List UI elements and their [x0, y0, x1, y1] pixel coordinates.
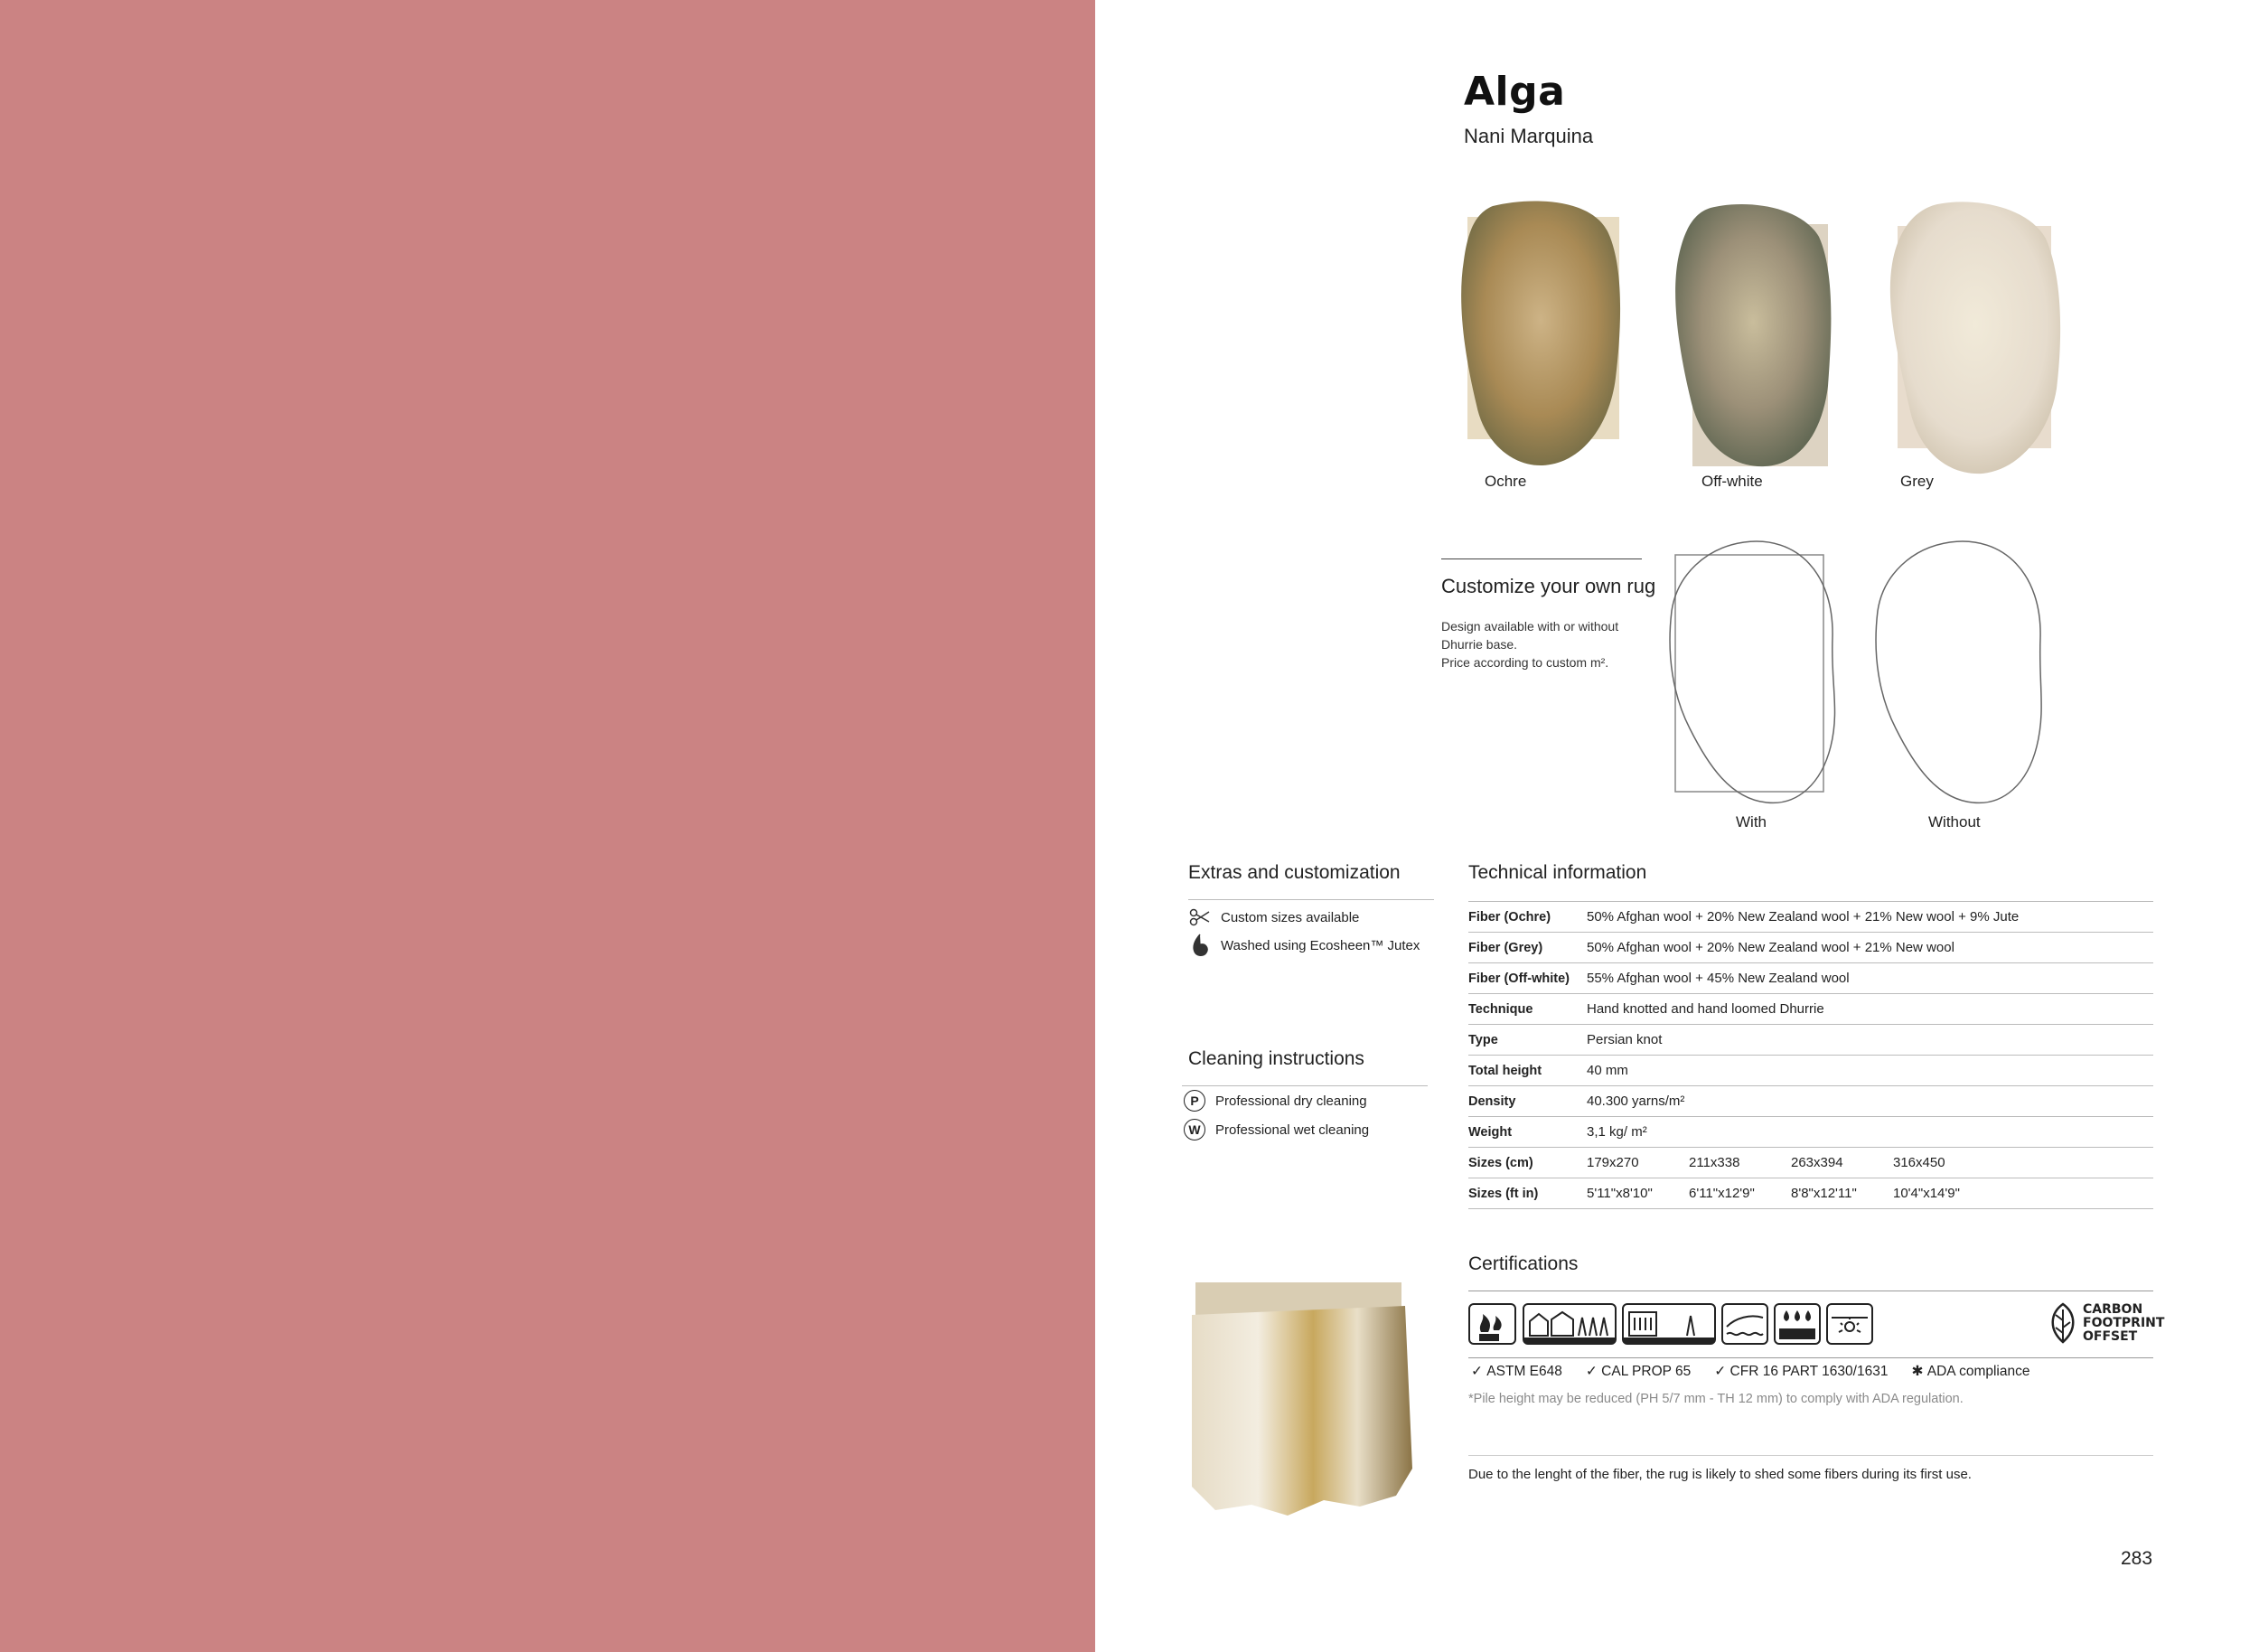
swatch-label-off-white: Off-white	[1701, 473, 1763, 490]
shedding-divider	[1468, 1455, 2153, 1456]
customize-description	[1441, 617, 1658, 671]
check-icon: ✓	[1471, 1364, 1487, 1379]
swatch-image-off-white[interactable]	[1665, 201, 1837, 472]
fire-rating-icon	[1468, 1303, 1516, 1345]
size-cm: 263x394	[1791, 1155, 1843, 1170]
designer-name: Nani Marquina	[1464, 125, 1594, 147]
light-fastness-icon	[1826, 1303, 1873, 1345]
certification-list	[1471, 1363, 2053, 1380]
cert-item	[1911, 1363, 2029, 1380]
tech-value: 40 mm	[1587, 1056, 2153, 1086]
table-row	[1468, 994, 2153, 1025]
customize-line-1: Design available with or without	[1441, 619, 1619, 634]
cleaning-title: Cleaning instructions	[1188, 1048, 1364, 1069]
tech-key: Type	[1468, 1025, 1587, 1056]
outline-without-base[interactable]	[1869, 539, 2049, 810]
tech-value: 40.300 yarns/m²	[1587, 1086, 2153, 1117]
page-number: 283	[2121, 1548, 2153, 1569]
carbon-offset-badge	[2047, 1302, 2164, 1344]
table-row	[1468, 963, 2153, 994]
check-icon: ✓	[1585, 1364, 1602, 1379]
cert-label: CFR 16 PART 1630/1631	[1729, 1363, 1889, 1379]
customize-title: Customize your own rug	[1441, 575, 1656, 597]
tech-value	[1587, 1148, 2153, 1178]
table-row	[1468, 1178, 2153, 1209]
cert-item	[1471, 1363, 1562, 1380]
tech-key: Technique	[1468, 994, 1587, 1025]
tech-value: Hand knotted and hand loomed Dhurrie	[1587, 994, 2153, 1025]
cleaning-item	[1183, 1089, 1367, 1112]
size-cm: 211x338	[1689, 1155, 1740, 1170]
table-row	[1468, 902, 2153, 933]
wet-cleaning-icon: W	[1184, 1119, 1205, 1140]
extra-item-label: Washed using Ecosheen™ Jutex	[1221, 937, 1420, 953]
fiber-sample-image	[1179, 1279, 1423, 1527]
tech-value	[1587, 1178, 2153, 1209]
cleaning-item-label: Professional dry cleaning	[1215, 1093, 1367, 1109]
carbon-line: CARBON	[2083, 1301, 2143, 1317]
technical-table	[1468, 901, 2153, 1209]
cert-item	[1586, 1363, 1691, 1380]
option-label-without: Without	[1928, 813, 1981, 831]
ada-note: *Pile height may be reduced (PH 5/7 mm - TH 12 mm) to comply with ADA regulation.	[1468, 1392, 1964, 1406]
table-row	[1468, 1025, 2153, 1056]
cleaning-divider	[1182, 1085, 1428, 1086]
size-cm: 179x270	[1587, 1155, 1639, 1170]
table-row	[1468, 1148, 2153, 1178]
tech-value: 50% Afghan wool + 20% New Zealand wool + 21% New wool + 9% Jute	[1587, 902, 2153, 933]
certifications-title: Certifications	[1468, 1253, 1579, 1274]
cleaning-item	[1183, 1118, 1369, 1141]
tech-value: 3,1 kg/ m²	[1587, 1117, 2153, 1148]
color-panel	[0, 0, 1095, 1652]
carbon-line: FOOTPRINT	[2083, 1315, 2165, 1330]
dry-cleaning-icon: P	[1184, 1090, 1205, 1112]
swatch-label-grey: Grey	[1900, 473, 1934, 490]
tech-value: Persian knot	[1587, 1025, 2153, 1056]
product-title: Alga	[1464, 69, 1566, 115]
asterisk-icon: ✱	[1911, 1364, 1927, 1379]
tech-key: Density	[1468, 1086, 1587, 1117]
customize-divider	[1441, 558, 1642, 559]
table-row	[1468, 1117, 2153, 1148]
underfloor-heating-icon	[1721, 1303, 1768, 1345]
extras-title: Extras and customization	[1188, 862, 1401, 883]
tech-key: Sizes (cm)	[1468, 1148, 1587, 1178]
size-cm: 316x450	[1893, 1155, 1945, 1170]
leaf-icon	[2047, 1302, 2079, 1344]
customize-line-3: Price according to custom m².	[1441, 655, 1609, 670]
size-ft: 10'4"x14'9"	[1893, 1186, 1960, 1201]
extras-divider	[1188, 899, 1434, 900]
extra-item	[1188, 934, 1420, 957]
ecosheen-icon	[1188, 934, 1212, 957]
residential-use-icon	[1523, 1303, 1617, 1345]
cert-item	[1714, 1363, 1888, 1380]
size-ft: 6'11"x12'9"	[1689, 1186, 1755, 1201]
table-row	[1468, 1056, 2153, 1086]
technical-title: Technical information	[1468, 862, 1647, 883]
tech-key: Sizes (ft in)	[1468, 1178, 1587, 1209]
table-row	[1468, 933, 2153, 963]
swatch-image-ochre[interactable]	[1457, 197, 1628, 468]
check-icon: ✓	[1714, 1364, 1730, 1379]
commercial-use-icon	[1622, 1303, 1716, 1345]
certification-icons	[1468, 1291, 2165, 1358]
table-row	[1468, 1086, 2153, 1117]
option-label-with: With	[1736, 813, 1767, 831]
tech-value: 50% Afghan wool + 20% New Zealand wool + 21% New wool	[1587, 933, 2153, 963]
size-ft: 5'11"x8'10"	[1587, 1186, 1653, 1201]
size-ft: 8'8"x12'11"	[1791, 1186, 1857, 1201]
carbon-line: OFFSET	[2083, 1328, 2138, 1344]
swatch-label-ochre: Ochre	[1485, 473, 1527, 490]
shedding-note: Due to the lenght of the fiber, the rug is likely to shed some fibers during its first use.	[1468, 1467, 1972, 1482]
carbon-offset-text	[2083, 1303, 2164, 1344]
tech-value: 55% Afghan wool + 45% New Zealand wool	[1587, 963, 2153, 994]
extra-item-label: Custom sizes available	[1221, 909, 1360, 925]
customize-line-2: Dhurrie base.	[1441, 637, 1518, 652]
swatch-image-grey[interactable]	[1883, 199, 2064, 479]
tech-key: Total height	[1468, 1056, 1587, 1086]
cert-label: ADA compliance	[1926, 1363, 2030, 1379]
tech-key: Fiber (Ochre)	[1468, 902, 1587, 933]
tech-key: Fiber (Off-white)	[1468, 963, 1587, 994]
stain-resistance-icon	[1774, 1303, 1821, 1345]
cert-label: CAL PROP 65	[1601, 1363, 1692, 1379]
tech-key: Weight	[1468, 1117, 1587, 1148]
tech-key: Fiber (Grey)	[1468, 933, 1587, 963]
cert-label: ASTM E648	[1486, 1363, 1562, 1379]
cleaning-item-label: Professional wet cleaning	[1215, 1122, 1370, 1138]
outline-with-base[interactable]	[1663, 539, 1843, 810]
scissors-icon	[1188, 906, 1212, 929]
extra-item	[1188, 906, 1359, 929]
